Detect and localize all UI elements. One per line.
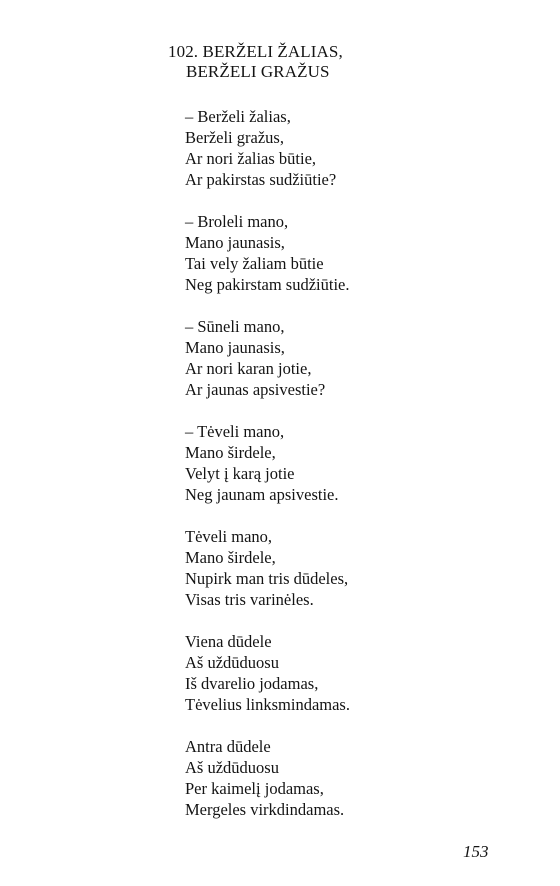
verse-line: Per kaimelį jodamas, bbox=[185, 779, 324, 798]
stanza-2 bbox=[185, 211, 350, 295]
page-number: 153 bbox=[463, 842, 489, 861]
verse-line: – Broleli mano, bbox=[185, 212, 289, 231]
verse-line: Visas tris varinėles. bbox=[185, 590, 314, 609]
verse-line: Mano jaunasis, bbox=[185, 338, 285, 357]
verse-line: Tai vely žaliam būtie bbox=[185, 254, 324, 273]
verse-line: Ar nori karan jotie, bbox=[185, 359, 312, 378]
verse-line: Aš uždūduosu bbox=[185, 653, 279, 672]
verse-line: Aš uždūduosu bbox=[185, 758, 279, 777]
verse-line: – Sūneli mano, bbox=[185, 317, 285, 336]
poem-title-line-1: 102. BERŽELI ŽALIAS, bbox=[168, 42, 343, 61]
stanza-3 bbox=[185, 316, 350, 400]
poem-title bbox=[168, 42, 343, 82]
verse-line: – Tėveli mano, bbox=[185, 422, 285, 441]
verse-line: Mano širdele, bbox=[185, 443, 276, 462]
poem-title-line-2: BERŽELI GRAŽUS bbox=[186, 62, 330, 81]
verse-line: Ar nori žalias būtie, bbox=[185, 149, 317, 168]
stanza-7 bbox=[185, 736, 350, 820]
stanza-4 bbox=[185, 421, 350, 505]
verse-line: Nupirk man tris dūdeles, bbox=[185, 569, 349, 588]
verse-line: Tėvelius linksmindamas. bbox=[185, 695, 350, 714]
verse-line: Ar pakirstas sudžiūtie? bbox=[185, 170, 337, 189]
verse-line: Iš dvarelio jodamas, bbox=[185, 674, 319, 693]
verse-line: Ar jaunas apsivestie? bbox=[185, 380, 326, 399]
verse-line: Antra dūdele bbox=[185, 737, 271, 756]
verse-line: Velyt į karą jotie bbox=[185, 464, 295, 483]
verse-line: Neg jaunam apsivestie. bbox=[185, 485, 339, 504]
verse-line: Tėveli mano, bbox=[185, 527, 273, 546]
verse-line: Neg pakirstam sudžiūtie. bbox=[185, 275, 350, 294]
stanza-5 bbox=[185, 526, 350, 610]
verse-line: Mano širdele, bbox=[185, 548, 276, 567]
stanza-1 bbox=[185, 106, 350, 190]
verse-line: – Berželi žalias, bbox=[185, 107, 291, 126]
poem-body bbox=[185, 106, 350, 841]
verse-line: Mergeles virkdindamas. bbox=[185, 800, 345, 819]
verse-line: Berželi gražus, bbox=[185, 128, 284, 147]
verse-line: Mano jaunasis, bbox=[185, 233, 285, 252]
verse-line: Viena dūdele bbox=[185, 632, 272, 651]
stanza-6 bbox=[185, 631, 350, 715]
